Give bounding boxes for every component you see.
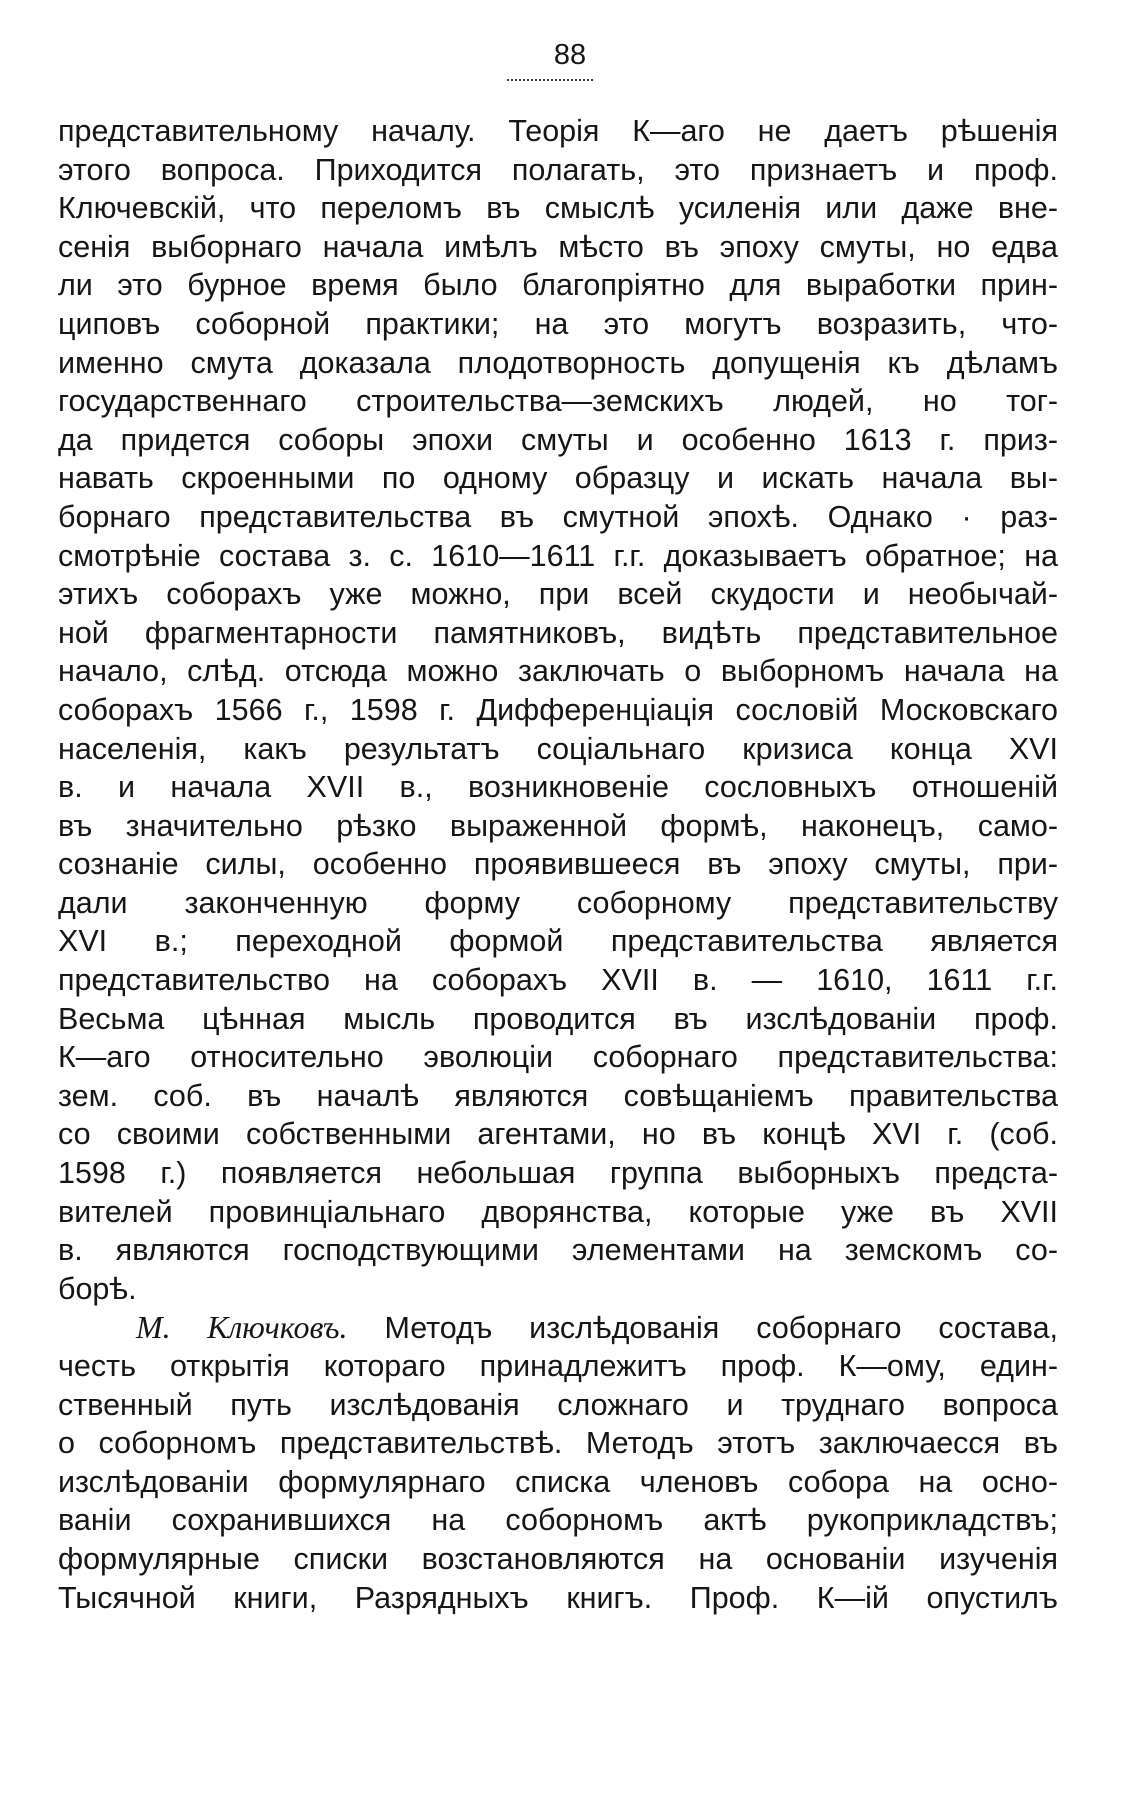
text-line: изслѣдованіи формулярнаго списка членовъ собора на осно- [58,1464,1058,1499]
text-line: борѣ. [58,1271,137,1306]
text-line: Весьма цѣнная мысль проводится въ изслѣдованіи проф. [58,1001,1058,1036]
text-line: ной фрагментарности памятниковъ, видѣть представительное [58,615,1058,650]
text-line: смотрѣніе состава з. с. 1610—1611 г.г. доказываетъ обратное; на [58,538,1058,573]
text-line: государственнаго строительства—земскихъ людей, но тог- [58,384,1058,419]
text-line: населенія, какъ результатъ соціальнаго кризиса конца XVI [58,731,1058,766]
text-line: в. и начала XVII в., возникновеніе сословныхъ отношеній [58,770,1058,805]
text-line: XVI в.; переходной формой представительства является [58,924,1058,959]
text-line [58,1308,1058,1347]
text-line: ваніи сохранившихся на соборномъ актѣ рукоприкладствъ; [58,1503,1058,1538]
text-line: о соборномъ представительствѣ. Методъ этотъ заключаесся въ [58,1426,1058,1461]
text-line: ли это бурное время было благопріятно для выработки прин- [58,268,1058,303]
text-line: Ключевскій, что переломъ въ смыслѣ усиленія или даже вне- [58,191,1058,226]
text-line: ственный путь изслѣдованія сложнаго и труднаго вопроса [58,1387,1058,1422]
text-line: представительному началу. Теорія К—аго не даетъ рѣшенія [58,114,1058,148]
text-line: зем. соб. въ началѣ являются совѣщаніемъ правительства [58,1078,1058,1113]
text-line: да придется соборы эпохи смуты и особенно 1613 г. приз- [58,422,1058,457]
paragraph-1 [58,112,1058,1308]
text-line: этого вопроса. Приходится полагать, это признаетъ и проф. [58,152,1058,187]
text-line: начало, слѣд. отсюда можно заключать о выборномъ начала на [58,654,1058,689]
text-line: въ значительно рѣзко выраженной формѣ, наконецъ, само- [58,808,1058,843]
text-line: 1598 г.) появляется небольшая группа выборныхъ предста- [58,1156,1058,1191]
text-line: Тысячной книги, Разрядныхъ книгъ. Проф. К—ій опустилъ [58,1580,1058,1615]
text-line: честь открытія котораго принадлежитъ проф. К—ому, един- [58,1349,1058,1383]
text-line: циповъ соборной практики; на это могутъ возразить, что- [58,306,1058,341]
body-text [58,112,1058,1617]
text-line: вителей провинціальнаго дворянства, которые уже въ XVII [58,1194,1058,1229]
text-span: Методъ изслѣдованія соборнаго состава, [347,1311,1058,1346]
text-line: соборахъ 1566 г., 1598 г. Дифференціація сословій Московскаго [58,692,1058,727]
text-line: сенія выборнаго начала имѣлъ мѣсто въ эпоху смуты, но едва [58,229,1058,264]
text-line: формулярные списки возстановляются на основаніи изученія [58,1541,1058,1576]
author-name: М. Ключковъ. [136,1309,348,1346]
text-line: К—аго относительно эволюціи соборнаго представительства: [58,1040,1058,1075]
text-line: дали законченную форму соборному представительству [58,885,1058,920]
paragraph-2 [58,1308,1058,1617]
text-line: этихъ соборахъ уже можно, при всей скудости и необычай- [58,577,1058,612]
text-line: борнаго представительства въ смутной эпохѣ. Однако · раз- [58,499,1058,534]
page-number: 88 [553,39,587,71]
text-line: именно смута доказала плодотворность допущенія къ дѣламъ [58,345,1058,380]
text-line: сознаніе силы, особенно проявившееся въ эпоху смуты, при- [58,847,1058,882]
text-line: навать скроенными по одному образцу и искать начала вы- [58,461,1058,496]
text-line: представительство на соборахъ XVII в. — 1610, 1611 г.г. [58,963,1058,998]
text-line: в. являются господствующими элементами на земскомъ со- [58,1233,1058,1268]
page-number-rule [507,79,593,81]
text-line: со своими собственными агентами, но въ концѣ XVI г. (соб. [58,1117,1058,1152]
